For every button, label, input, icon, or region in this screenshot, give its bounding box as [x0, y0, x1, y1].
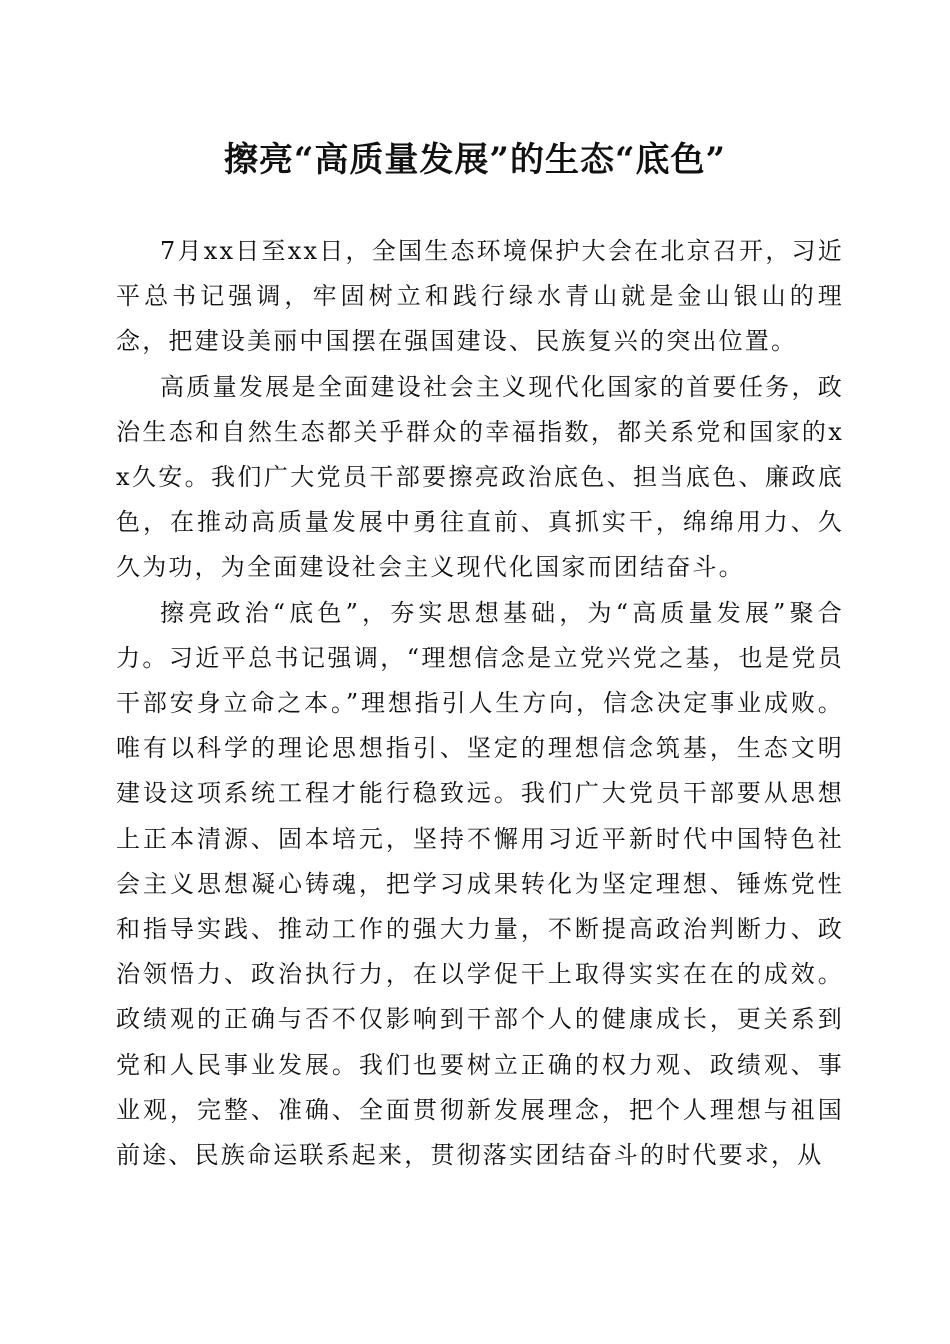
document-title: 擦亮“高质量发展”的生态“底色” [223, 140, 727, 180]
paragraph-2: 高质量发展是全面建设社会主义现代化国家的首要任务，政治生态和自然生态都关乎群众的幸福指数，都关系党和国家的xx久安。我们广大党员干部要擦亮政治底色、担当底色、廉政底色，在推动高质量发展中勇往直前、真抓实干，绵绵用力、久久为功，为全面建设社会主义现代化国家而团结奋斗。 [116, 372, 844, 582]
paragraph-1: 7月xx日至xx日，全国生态环境保护大会在北京召开，习近平总书记强调，牢固树立和践行绿水青山就是金山银山的理念，把建设美丽中国摆在强国建设、民族复兴的突出位置。 [116, 237, 844, 356]
paragraph-3: 擦亮政治“底色”，夯实思想基础，为“高质量发展”聚合力。习近平总书记强调，“理想信念是立党兴党之基，也是党员干部安身立命之本。”理想指引人生方向，信念决定事业成败。唯有以科学的理论思想指引、坚定的理想信念筑基，生态文明建设这项系统工程才能行稳致远。我们广大党员干部要从思想上正本清源、固本培元，坚持不懈用习近平新时代中国特色社会主义思想凝心铸魂，把学习成果转化为坚定理想、锤炼党性和指导实践、推动工作的强大力量，不断提高政治判断力、政治领悟力、政治执行力，在以学促干上取得实实在在的成效。政绩观的正确与否不仅影响到干部个人的健康成长，更关系到党和人民事业发展。我们也要树立正确的权力观、政绩观、事业观，完整、准确、全面贯彻新发展理念，把个人理想与祖国前途、民族命运联系起来，贯彻落实团结奋斗的时代要求，从 [116, 598, 844, 1170]
document-body [116, 229, 844, 1178]
